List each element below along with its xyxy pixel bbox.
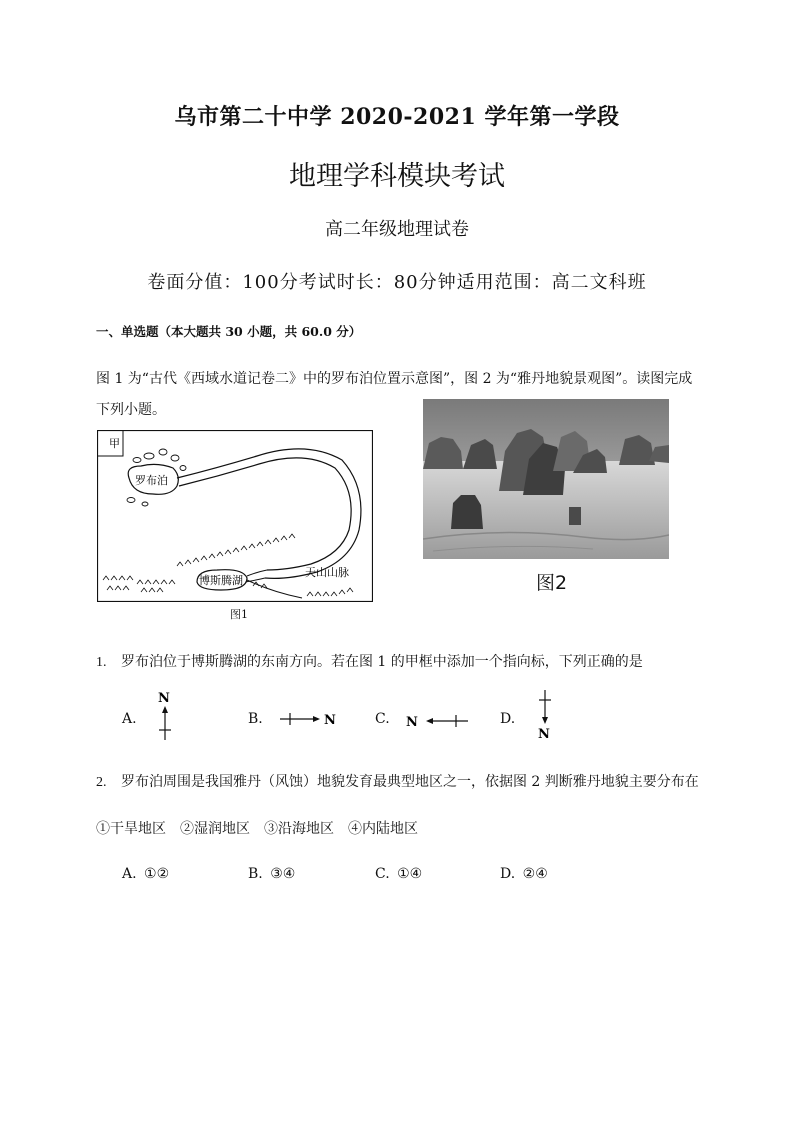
question-1-text: 罗布泊位于博斯腾湖的东南方向。若在图 1 的甲框中添加一个指向标，下列正确的是 xyxy=(120,654,643,670)
q2-option-c-value: ①④ xyxy=(397,866,423,882)
q2-option-b-label: B. xyxy=(248,866,263,882)
q1-option-a[interactable] xyxy=(122,711,137,727)
q2-option-c-label: C. xyxy=(375,866,390,882)
north-arrow-right-icon xyxy=(278,708,342,734)
q1-a-n-letter: N xyxy=(158,691,170,706)
q2-option-a-value: ①② xyxy=(144,866,170,882)
q2-option-b-value: ③④ xyxy=(270,866,296,882)
q2-option-d-value: ②④ xyxy=(522,866,548,882)
exam-title-grade: 高二年级地理试卷 xyxy=(325,219,469,240)
figure1-caption: 图1 xyxy=(230,608,248,621)
north-arrow-down-icon xyxy=(534,688,556,744)
q1-c-n-letter: N xyxy=(406,715,418,730)
q1-option-b[interactable] xyxy=(248,711,263,727)
bosten-label: 博斯腾湖 xyxy=(199,574,243,587)
question-1 xyxy=(96,651,643,671)
exam-title-school: 乌市第二十中学 2020-2021 学年第一学段 xyxy=(174,104,620,130)
yardang-landscape xyxy=(423,399,669,559)
q1-option-d[interactable] xyxy=(500,711,515,727)
corner-label: 甲 xyxy=(109,437,120,450)
north-arrow-left-icon xyxy=(404,710,470,736)
figure1-svg xyxy=(97,430,373,602)
question-2-text: 罗布泊周围是我国雅丹（风蚀）地貌发育最典型地区之一，依据图 2 判断雅丹地貌主要分布在 xyxy=(120,774,699,790)
exam-title-subject: 地理学科模块考试 xyxy=(289,161,505,192)
question-2 xyxy=(96,771,699,791)
q1-option-c[interactable] xyxy=(375,711,390,727)
q2-option-d[interactable] xyxy=(500,866,548,882)
lop-nur-label: 罗布泊 xyxy=(135,474,168,487)
figure2-photo xyxy=(423,399,669,559)
q2-option-d-label: D. xyxy=(500,866,516,882)
question-intro: 图 1 为“古代《西域水道记卷二》中的罗布泊位置示意图”，图 2 为“雅丹地貌景观图”。读图完成下列小题。 xyxy=(96,371,693,418)
figure1-map xyxy=(97,430,373,602)
figure2-caption: 图2 xyxy=(536,572,568,594)
question-2-number: 2. xyxy=(96,775,107,790)
q2-option-b[interactable] xyxy=(248,866,295,882)
q1-option-c-label: C. xyxy=(375,711,390,727)
tianshan-label: 天山山脉 xyxy=(305,566,349,579)
q1-d-n-letter: N xyxy=(538,727,550,740)
north-arrow-up-icon xyxy=(154,688,176,746)
q1-option-a-label: A. xyxy=(122,711,137,727)
q2-option-c[interactable] xyxy=(375,866,422,882)
q1-option-d-label: D. xyxy=(500,711,516,727)
q1-option-b-label: B. xyxy=(248,711,263,727)
q1-b-n-letter: N xyxy=(324,713,336,728)
q2-option-a[interactable] xyxy=(122,866,169,882)
question-2-statements: ①干旱地区 ②湿润地区 ③沿海地区 ④内陆地区 xyxy=(96,821,418,837)
question-1-number: 1. xyxy=(96,655,107,670)
q2-option-a-label: A. xyxy=(122,866,137,882)
exam-info-line: 卷面分值：100分考试时长：80分钟适用范围：高二文科班 xyxy=(147,272,647,293)
section-heading: 一、单选题（本大题共 30 小题，共 60.0 分） xyxy=(96,324,362,339)
